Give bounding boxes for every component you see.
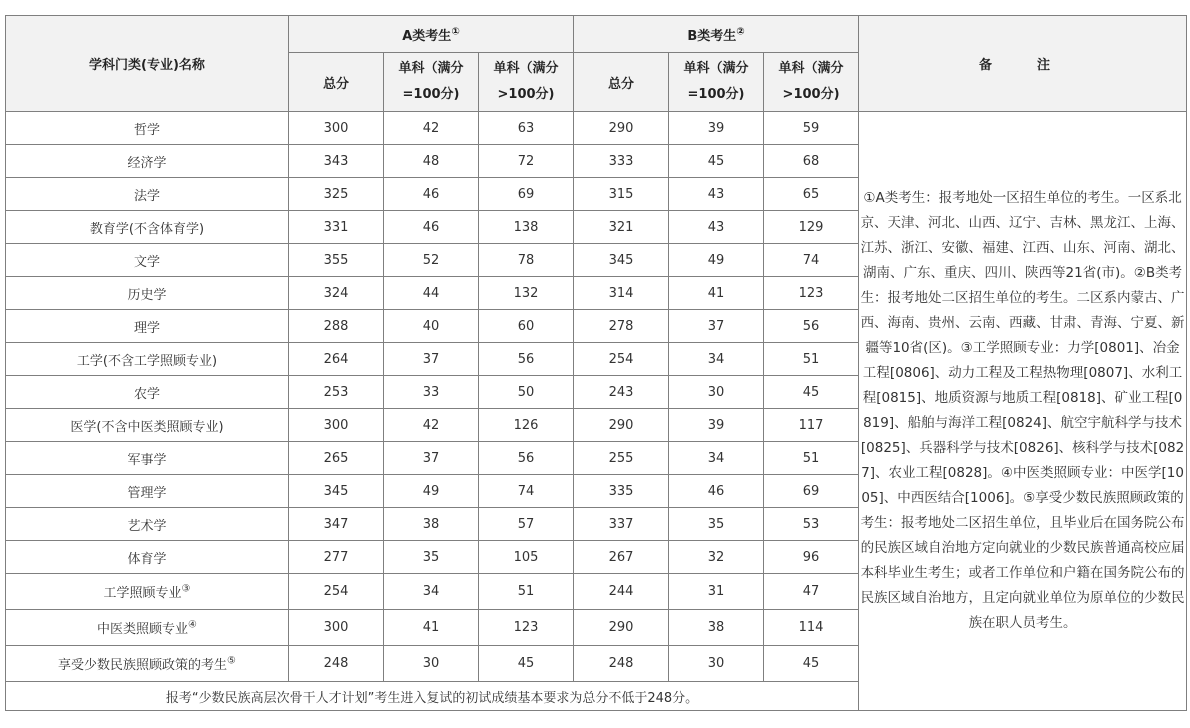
b-total-cell: 243	[574, 376, 669, 409]
b-single-100-cell: 43	[669, 211, 764, 244]
b-single-gt100-cell: 96	[764, 541, 859, 574]
b-single-gt100-cell: 59	[764, 112, 859, 145]
b-single-gt100-cell: 114	[764, 610, 859, 646]
subject-name: 体育学	[6, 541, 289, 574]
subject-name: 理学	[6, 310, 289, 343]
a-single-gt100-cell: 105	[479, 541, 574, 574]
b-single-100-cell: 39	[669, 112, 764, 145]
b-single-100-cell: 45	[669, 145, 764, 178]
b-single-gt100-cell: 51	[764, 343, 859, 376]
b-single-gt100-cell: 56	[764, 310, 859, 343]
a-single-gt100-cell: 138	[479, 211, 574, 244]
a-single-gt100-cell: 63	[479, 112, 574, 145]
b-total-cell: 267	[574, 541, 669, 574]
a-single-100-cell: 37	[384, 442, 479, 475]
a-total-cell: 253	[289, 376, 384, 409]
b-single-gt100-cell: 69	[764, 475, 859, 508]
b-single-100-cell: 31	[669, 574, 764, 610]
a-single-100-cell: 42	[384, 409, 479, 442]
score-table	[5, 15, 1187, 711]
a-single-gt100-cell: 51	[479, 574, 574, 610]
a-total-cell: 277	[289, 541, 384, 574]
b-single-100-cell: 39	[669, 409, 764, 442]
b-single-100-cell: 49	[669, 244, 764, 277]
group-b-header: B类考生②	[574, 16, 859, 53]
a-single-gt100-cell: 72	[479, 145, 574, 178]
a-single-100-cell: 30	[384, 646, 479, 682]
b-total-cell: 333	[574, 145, 669, 178]
b-total-cell: 254	[574, 343, 669, 376]
b-total-cell: 315	[574, 178, 669, 211]
a-total-cell: 248	[289, 646, 384, 682]
a-single-100-cell: 46	[384, 211, 479, 244]
a-total-cell: 264	[289, 343, 384, 376]
a-total-cell: 345	[289, 475, 384, 508]
a-single-gt100-cell: 78	[479, 244, 574, 277]
a-single-gt100-cell: 56	[479, 442, 574, 475]
notes-cell: ①A类考生：报考地处一区招生单位的考生。一区系北京、天津、河北、山西、辽宁、吉林、黑龙江、上海、江苏、浙江、安徽、福建、江西、山东、河南、湖北、湖南、广东、重庆、四川、陕西等21省(市)。②B类考生：报考地处二区招生单位的考生。二区系内蒙古、广西、海南、贵州、云南、西藏、甘肃、青海、宁夏、新疆等10省(区)。③工学照顾专业：力学[0801]、冶金工程[0806]、动力工程及工程热物理[0807]、水利工程[0815]、地质资源与地质工程[0818]、矿业工程[0819]、船舶与海洋工程[0824]、航空宇航科学与技术[0825]、兵器科学与技术[0826]、核科学与技术[0827]、农业工程[0828]。④中医类照顾专业：中医学[1005]、中西医结合[1006]。⑤享受少数民族照顾政策的考生：报考地处二区招生单位，且毕业后在国务院公布的民族区域自治地方定向就业的少数民族普通高校应届本科毕业生考生；或者工作单位和户籍在国务院公布的民族区域自治地方，且定向就业单位为原单位的少数民族在职人员考生。	[859, 112, 1187, 711]
a-total-cell: 300	[289, 409, 384, 442]
a-single-100-cell: 46	[384, 178, 479, 211]
subject-name: 医学(不含中医类照顾专业)	[6, 409, 289, 442]
b-total-cell: 290	[574, 112, 669, 145]
subject-name: 艺术学	[6, 508, 289, 541]
b-total-cell: 278	[574, 310, 669, 343]
b-single-gt100-cell: 117	[764, 409, 859, 442]
a-total-cell: 254	[289, 574, 384, 610]
a-total-header: 总分	[289, 53, 384, 112]
b-total-cell: 244	[574, 574, 669, 610]
a-single-100-cell: 42	[384, 112, 479, 145]
notes-header: 备 注	[859, 16, 1187, 112]
a-single-gt100-cell: 69	[479, 178, 574, 211]
b-single-gt100-cell: 51	[764, 442, 859, 475]
b-total-cell: 248	[574, 646, 669, 682]
a-single-100-cell: 48	[384, 145, 479, 178]
subject-name: 法学	[6, 178, 289, 211]
subject-name: 农学	[6, 376, 289, 409]
subject-name: 军事学	[6, 442, 289, 475]
b-single-gt100-cell: 45	[764, 646, 859, 682]
b-single-gt100-header: 单科（满分 >100分)	[764, 53, 859, 112]
a-total-cell: 355	[289, 244, 384, 277]
a-single-100-cell: 40	[384, 310, 479, 343]
a-single-100-header: 单科（满分 =100分)	[384, 53, 479, 112]
a-single-gt100-cell: 74	[479, 475, 574, 508]
b-total-cell: 290	[574, 409, 669, 442]
b-total-cell: 314	[574, 277, 669, 310]
b-single-gt100-cell: 47	[764, 574, 859, 610]
a-single-100-cell: 41	[384, 610, 479, 646]
b-single-gt100-cell: 53	[764, 508, 859, 541]
table-row	[6, 112, 1187, 145]
a-single-100-cell: 37	[384, 343, 479, 376]
a-total-cell: 324	[289, 277, 384, 310]
subject-name: 管理学	[6, 475, 289, 508]
b-single-100-cell: 43	[669, 178, 764, 211]
b-total-cell: 321	[574, 211, 669, 244]
b-single-100-cell: 34	[669, 442, 764, 475]
b-single-100-header: 单科（满分 =100分)	[669, 53, 764, 112]
a-single-gt100-cell: 50	[479, 376, 574, 409]
subject-name: 教育学(不含体育学)	[6, 211, 289, 244]
subject-name: 工学(不含工学照顾专业)	[6, 343, 289, 376]
a-total-cell: 265	[289, 442, 384, 475]
b-single-100-cell: 30	[669, 376, 764, 409]
a-single-gt100-cell: 132	[479, 277, 574, 310]
a-total-cell: 300	[289, 610, 384, 646]
a-single-gt100-cell: 56	[479, 343, 574, 376]
b-single-gt100-cell: 123	[764, 277, 859, 310]
b-single-100-cell: 32	[669, 541, 764, 574]
b-total-header: 总分	[574, 53, 669, 112]
a-single-100-cell: 34	[384, 574, 479, 610]
subject-header: 学科门类(专业)名称	[6, 16, 289, 112]
b-total-cell: 337	[574, 508, 669, 541]
b-single-gt100-cell: 68	[764, 145, 859, 178]
subject-name: 文学	[6, 244, 289, 277]
a-single-gt100-header: 单科（满分 >100分)	[479, 53, 574, 112]
a-total-cell: 325	[289, 178, 384, 211]
b-single-100-cell: 34	[669, 343, 764, 376]
a-single-100-cell: 49	[384, 475, 479, 508]
b-single-100-cell: 46	[669, 475, 764, 508]
a-single-100-cell: 52	[384, 244, 479, 277]
b-single-100-cell: 35	[669, 508, 764, 541]
b-total-cell: 255	[574, 442, 669, 475]
b-total-cell: 335	[574, 475, 669, 508]
group-a-header: A类考生①	[289, 16, 574, 53]
b-single-100-cell: 37	[669, 310, 764, 343]
b-single-100-cell: 41	[669, 277, 764, 310]
a-total-cell: 300	[289, 112, 384, 145]
b-total-cell: 290	[574, 610, 669, 646]
a-single-100-cell: 44	[384, 277, 479, 310]
a-single-100-cell: 33	[384, 376, 479, 409]
subject-name: 哲学	[6, 112, 289, 145]
b-single-gt100-cell: 74	[764, 244, 859, 277]
a-single-gt100-cell: 126	[479, 409, 574, 442]
b-single-gt100-cell: 65	[764, 178, 859, 211]
subject-name: 中医类照顾专业④	[6, 610, 289, 646]
subject-name: 历史学	[6, 277, 289, 310]
a-single-gt100-cell: 57	[479, 508, 574, 541]
a-total-cell: 347	[289, 508, 384, 541]
a-single-100-cell: 38	[384, 508, 479, 541]
a-total-cell: 343	[289, 145, 384, 178]
a-total-cell: 331	[289, 211, 384, 244]
subject-name: 享受少数民族照顾政策的考生⑤	[6, 646, 289, 682]
b-single-gt100-cell: 45	[764, 376, 859, 409]
a-single-gt100-cell: 45	[479, 646, 574, 682]
subject-name: 经济学	[6, 145, 289, 178]
b-total-cell: 345	[574, 244, 669, 277]
a-single-gt100-cell: 123	[479, 610, 574, 646]
subject-name: 工学照顾专业③	[6, 574, 289, 610]
footer-note: 报考“少数民族高层次骨干人才计划”考生进入复试的初试成绩基本要求为总分不低于248分。	[6, 682, 859, 711]
a-total-cell: 288	[289, 310, 384, 343]
b-single-100-cell: 38	[669, 610, 764, 646]
b-single-100-cell: 30	[669, 646, 764, 682]
a-single-100-cell: 35	[384, 541, 479, 574]
b-single-gt100-cell: 129	[764, 211, 859, 244]
a-single-gt100-cell: 60	[479, 310, 574, 343]
